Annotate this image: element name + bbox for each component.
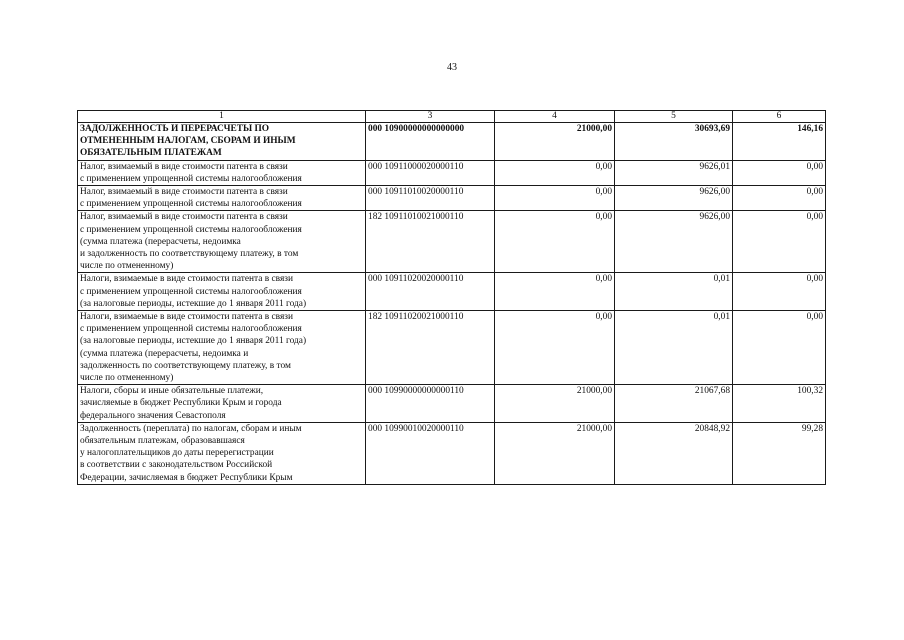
row-code: 000 10990010020000110 [366, 422, 495, 484]
row-name-line: Налог, взимаемый в виде стоимости патента в связи [80, 161, 288, 172]
row-col4-amount: 0,00 [495, 273, 615, 311]
row-code: 000 10911000020000110 [366, 160, 495, 185]
table-row [78, 273, 826, 311]
row-name-line: ЗАДОЛЖЕННОСТЬ И ПЕРЕРАСЧЕТЫ ПО [80, 124, 270, 134]
row-col5-amount: 30693,69 [615, 123, 733, 161]
row-code: 000 10990000000000110 [366, 385, 495, 423]
page-number: 43 [447, 62, 457, 73]
row-col4-amount: 0,00 [495, 186, 615, 211]
row-code: 000 10900000000000000 [366, 123, 495, 161]
row-name-line: с применением упрощенной системы налогообложения [80, 199, 302, 210]
table-header-row [78, 111, 826, 123]
row-name [78, 422, 366, 484]
row-code: 182 10911010021000110 [366, 211, 495, 273]
row-name-line: ОБЯЗАТЕЛЬНЫМ ПЛАТЕЖАМ [80, 148, 222, 159]
row-col5-amount: 0,01 [615, 273, 733, 311]
row-col5-amount: 20848,92 [615, 422, 733, 484]
row-name-line: с применением упрощенной системы налогообложения [80, 324, 302, 335]
row-name-line: задолженность по соответствующему платежу, в том [80, 360, 291, 371]
row-name-line: обязательным платежам, образовавшаяся [80, 436, 245, 447]
row-name [78, 160, 366, 185]
row-name-line: (сумма платежа (перерасчеты, недоимка [80, 236, 241, 247]
row-name-line: (за налоговые периоды, истекшие до 1 января 2011 года) [80, 298, 307, 309]
row-col6-percent: 0,00 [733, 160, 826, 185]
row-col5-amount: 9626,00 [615, 186, 733, 211]
row-col5-amount: 9626,01 [615, 160, 733, 185]
row-name-line: (за налоговые периоды, истекшие до 1 января 2011 года) [80, 336, 307, 347]
row-col4-amount: 0,00 [495, 160, 615, 185]
row-name [78, 123, 366, 161]
row-col5-amount: 21067,68 [615, 385, 733, 423]
table-row [78, 311, 826, 385]
row-name [78, 311, 366, 385]
row-name-line: федерального значения Севастополя [80, 410, 226, 421]
row-name-line: с применением упрощенной системы налогообложения [80, 286, 302, 297]
header-col-1: 1 [78, 111, 366, 123]
row-col4-amount: 0,00 [495, 311, 615, 385]
row-col4-amount: 21000,00 [495, 422, 615, 484]
row-col6-percent: 99,28 [733, 422, 826, 484]
table-row [78, 123, 826, 161]
row-name-line: и задолженность по соответствующему платежу, в том [80, 249, 299, 260]
row-name-line: в соответствии с законодательством Российской [80, 460, 273, 471]
row-name-line: Налог, взимаемый в виде стоимости патента в связи [80, 212, 288, 223]
header-col-4: 4 [495, 111, 615, 123]
row-name-line: числе по отмененному) [80, 373, 174, 384]
row-name [78, 273, 366, 311]
row-name-line: с применением упрощенной системы налогообложения [80, 224, 302, 235]
row-name-line: у налогоплательщиков до даты перерегистрации [80, 448, 274, 459]
row-col5-amount: 9626,00 [615, 211, 733, 273]
row-col6-percent: 100,32 [733, 385, 826, 423]
row-name-line: Задолженность (переплата) по налогам, сборам и иным [80, 423, 302, 434]
header-col-6: 6 [733, 111, 826, 123]
row-col5-amount: 0,01 [615, 311, 733, 385]
row-name-line: с применением упрощенной системы налогообложения [80, 173, 302, 184]
table-row [78, 160, 826, 185]
row-name-line: (сумма платежа (перерасчеты, недоимка и [80, 348, 249, 359]
row-code: 000 10911020020000110 [366, 273, 495, 311]
row-name-line: числе по отмененному) [80, 261, 174, 272]
row-col4-amount: 21000,00 [495, 385, 615, 423]
table-row [78, 186, 826, 211]
row-name-line: Налоги, взимаемые в виде стоимости патента в связи [80, 312, 293, 323]
header-col-3: 3 [366, 111, 495, 123]
table-row [78, 385, 826, 423]
row-name [78, 186, 366, 211]
row-name-line: ОТМЕНЕННЫМ НАЛОГАМ, СБОРАМ И ИНЫМ [80, 136, 296, 147]
row-name-line: Налоги, взимаемые в виде стоимости патента в связи [80, 274, 293, 285]
header-col-5: 5 [615, 111, 733, 123]
row-col4-amount: 21000,00 [495, 123, 615, 161]
row-col4-amount: 0,00 [495, 211, 615, 273]
row-col6-percent: 0,00 [733, 311, 826, 385]
row-name-line: Налоги, сборы и иные обязательные платежи, [80, 386, 264, 397]
table-row [78, 211, 826, 273]
row-name-line: Налог, взимаемый в виде стоимости патента в связи [80, 187, 288, 198]
budget-table [77, 110, 826, 485]
table-row [78, 422, 826, 484]
row-code: 000 10911010020000110 [366, 186, 495, 211]
row-col6-percent: 146,16 [733, 123, 826, 161]
row-col6-percent: 0,00 [733, 211, 826, 273]
row-name-line: Федерации, зачисляемая в бюджет Республики Крым [80, 472, 293, 483]
row-col6-percent: 0,00 [733, 273, 826, 311]
row-name [78, 385, 366, 423]
row-name-line: зачисляемые в бюджет Республики Крым и города [80, 398, 282, 409]
row-code: 182 10911020021000110 [366, 311, 495, 385]
row-name [78, 211, 366, 273]
row-col6-percent: 0,00 [733, 186, 826, 211]
